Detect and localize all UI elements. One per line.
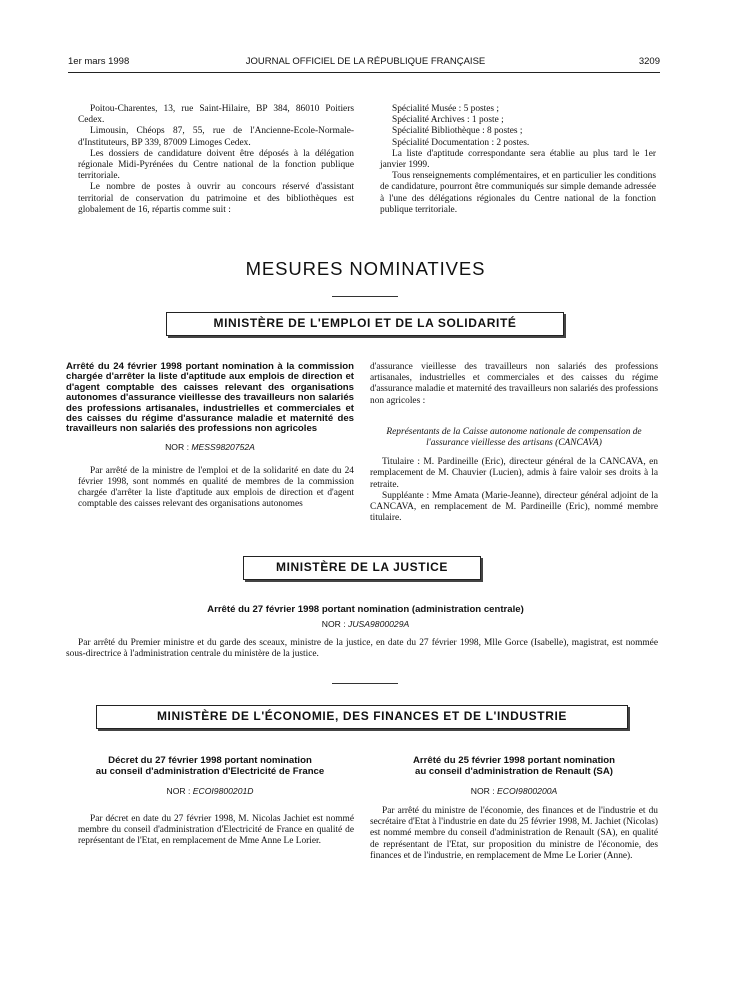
justice-divider [332,683,398,684]
header-rule [68,72,660,73]
section-title: MESURES NOMINATIVES [245,258,486,279]
renault-title-line: Arrêté du 25 février 1998 portant nomination [412,755,616,766]
nor-label: NOR : [470,786,495,796]
postes-paragraph: Le nombre de postes à ouvrir au concours réservé d'assistant territorial de conservation du patrimoine et des bibliothèques est globalement de 16, répartis comme suit : [78,182,354,215]
emploi-nor [66,442,354,452]
nor-code: JUSA9800029A [348,619,410,629]
ministere-justice-heading: MINISTÈRE DE LA JUSTICE [243,556,481,580]
emploi-left-column [66,362,354,511]
nor-label: NOR : [321,619,346,629]
renault-nor [370,786,658,796]
specialite-item: Spécialité Bibliothèque : 8 postes ; [392,126,523,137]
nor-code: ECOI9800200A [497,786,558,796]
renault-body: Par arrêté du ministre de l'économie, des finances et de l'industrie et du secrétaire d'Etat à l'industrie en date du 25 février 1998, M. Jachiet (Nicolas) est nommé membre du conseil d'administration de Renault (SA), en qualité de représentant de l'Etat, sur proposition du ministre de l'économie, des finances et de l'industrie, en remplacement de Mme Le Lorier (Anne). [370,806,658,861]
decret-nor [66,786,354,796]
emploi-left-body: Par arrêté de la ministre de l'emploi et de la solidarité en date du 24 février 1998, sont nommés en qualité de membres de la commission chargée d'arrêter la liste d'aptitude aux emplois de direction et d'agent comptable des caisses relevant des organisations autonomes [78,465,354,510]
nor-code: ECOI9800201D [192,786,254,796]
suppleante-paragraph: Suppléante : Mme Amata (Marie-Jeanne), directeur général adjoint de la CANCAVA, en remplacement de M. Pardineille (Eric), nommé membre titulaire. [370,490,658,524]
top-left-column [78,104,354,216]
titulaire-paragraph: Titulaire : M. Pardineille (Eric), directeur général de la CANCAVA, en remplacement de M. Chauvier (Lucien), admis à faire valoir ses droits à la retraite. [370,457,658,490]
address-poitou: Poitou-Charentes, 13, rue Saint-Hilaire, BP 384, 86010 Poitiers Cedex. [78,104,354,126]
renault-arrete-title [370,755,658,777]
decret-title-line: Décret du 27 février 1998 portant nomination [108,755,312,766]
representants-heading: Représentants de la Caisse autonome nationale de compensation de l'assurance vieillesse des artisans (CANCAVA) [386,426,642,449]
emploi-arrete-title: Arrêté du 24 février 1998 portant nomination à la commission chargée d'arrêter la liste d'aptitude aux emplois de direction et d'agent comptable des caisses relevant des organisations autonomes d'assurance vieillesse des travailleurs non salariés des professions artisanales, industrielles et commerciales et des caisses du régime d'assurance maladie et maternité des travailleurs non salariés des professions non agricoles [66,361,354,435]
decret-title-line: au conseil d'administration d'Electricité de France [95,766,325,777]
nor-label: NOR : [166,786,191,796]
header-page-number: 3209 [638,56,660,67]
specialite-item: Spécialité Musée : 5 postes ; [392,104,500,114]
emploi-right-body: d'assurance vieillesse des travailleurs non salariés des professions artisanales, industrielles et commerciales et des caisses du régime d'assurance maladie et maternité des travailleurs non salariés des professions non agricoles : [370,362,658,406]
economie-right-column [370,755,658,862]
ministere-economie-heading: MINISTÈRE DE L'ÉCONOMIE, DES FINANCES ET DE L'INDUSTRIE [96,705,628,729]
section-divider [332,296,398,297]
justice-body: Par arrêté du Premier ministre et du garde des sceaux, ministre de la justice, en date du 27 février 1998, Mlle Gorce (Isabelle), magistrat, est nommée sous-directrice à l'administration centrale du ministère de la justice. [66,638,658,660]
header-date: 1er mars 1998 [68,56,130,67]
liste-aptitude-paragraph: La liste d'aptitude correspondante sera établie au plus tard le 1er janvier 1999. [380,148,656,171]
economie-left-column [66,755,354,848]
justice-nor [0,619,731,629]
justice-arrete-title: Arrêté du 27 février 1998 portant nomination (administration centrale) [207,604,524,615]
ministere-emploi-heading: MINISTÈRE DE L'EMPLOI ET DE LA SOLIDARITÉ [166,312,564,336]
specialite-item: Spécialité Archives : 1 poste ; [392,115,504,126]
decret-body: Par décret en date du 27 février 1998, M. Nicolas Jachiet est nommé membre du conseil d'administration d'Electricité de France en qualité de représentant de l'Etat, en remplacement de Mme Anne Le Lorier. [78,814,354,847]
renseignements-paragraph: Tous renseignements complémentaires, et en particulier les conditions de candidature, pourront être communiqués sur simple demande adressée à l'une des délégations régionales du Centre national de la fonction publique territoriale. [380,171,656,215]
header-journal-title: JOURNAL OFFICIEL DE LA RÉPUBLIQUE FRANÇAISE [245,56,486,67]
dossiers-paragraph: Les dossiers de candidature doivent être déposés à la délégation régionale Midi-Pyrénées du Centre national de la fonction publique territoriale. [78,148,354,182]
nor-code: MESS9820752A [191,441,255,452]
nor-label: NOR : [165,441,189,452]
renault-title-line: au conseil d'administration de Renault (SA) [415,766,613,777]
emploi-right-column [370,362,658,524]
decret-title [66,755,354,777]
top-right-column [380,104,656,216]
address-limousin: Limousin, Chéops 87, 55, rue de l'Ancienne-Ecole-Normale-d'Instituteurs, BP 339, 87009 Limoges Cedex. [78,126,354,148]
specialite-item: Spécialité Documentation : 2 postes. [392,137,530,148]
